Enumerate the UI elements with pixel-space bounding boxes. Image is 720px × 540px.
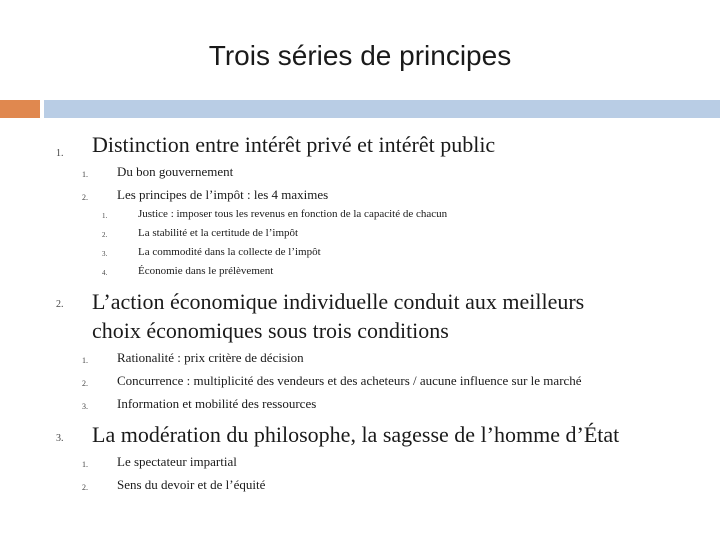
subitem-1: Justice : imposer tous les revenus en fonction de la capacité de chacun <box>138 208 448 220</box>
section-2-item-2: Concurrence : multiplicité des vendeurs et des acheteurs / aucune influence sur le marché <box>117 373 582 388</box>
section-2-item-3: Information et mobilité des ressources <box>117 396 317 411</box>
section-3-heading: La modération du philosophe, la sagesse de l’homme d’État <box>92 422 620 447</box>
section-1-number: 1. <box>56 148 64 159</box>
section-2-heading-line-2: choix économiques sous trois conditions <box>92 318 449 343</box>
section-2-heading-line-1: L’action économique individuelle conduit aux meilleurs <box>92 289 585 314</box>
section-3-item-2-number: 2. <box>82 483 88 492</box>
section-3-item-2: Sens du devoir et de l’équité <box>117 477 266 492</box>
section-2-item-1-number: 1. <box>82 356 88 365</box>
section-1-heading: Distinction entre intérêt privé et intérêt public <box>92 132 496 157</box>
section-1-item-2-number: 2. <box>82 193 88 202</box>
section-1-item-2: Les principes de l’impôt : les 4 maximes <box>117 187 329 202</box>
section-3-item-1-number: 1. <box>82 460 88 469</box>
section-2-item-1: Rationalité : prix critère de décision <box>117 350 304 365</box>
subitem-4-number: 4. <box>102 269 108 277</box>
subitem-4: Économie dans le prélèvement <box>138 265 274 277</box>
accent-bar-orange <box>0 100 40 118</box>
subitem-2-number: 2. <box>102 231 108 239</box>
section-3-item-1: Le spectateur impartial <box>117 454 237 469</box>
subitem-2: La stabilité et la certitude de l’impôt <box>138 227 299 239</box>
accent-bar-blue <box>44 100 720 118</box>
subitem-3: La commodité dans la collecte de l’impôt <box>138 246 321 258</box>
section-1-item-1: Du bon gouvernement <box>117 164 234 179</box>
section-2-item-3-number: 3. <box>82 402 88 411</box>
slide-title: Trois séries de principes <box>208 40 512 71</box>
section-1-item-1-number: 1. <box>82 170 88 179</box>
subitem-3-number: 3. <box>102 250 108 258</box>
section-2-number: 2. <box>56 299 64 310</box>
subitem-1-number: 1. <box>102 212 108 220</box>
section-2-item-2-number: 2. <box>82 379 88 388</box>
section-3-number: 3. <box>56 433 64 444</box>
